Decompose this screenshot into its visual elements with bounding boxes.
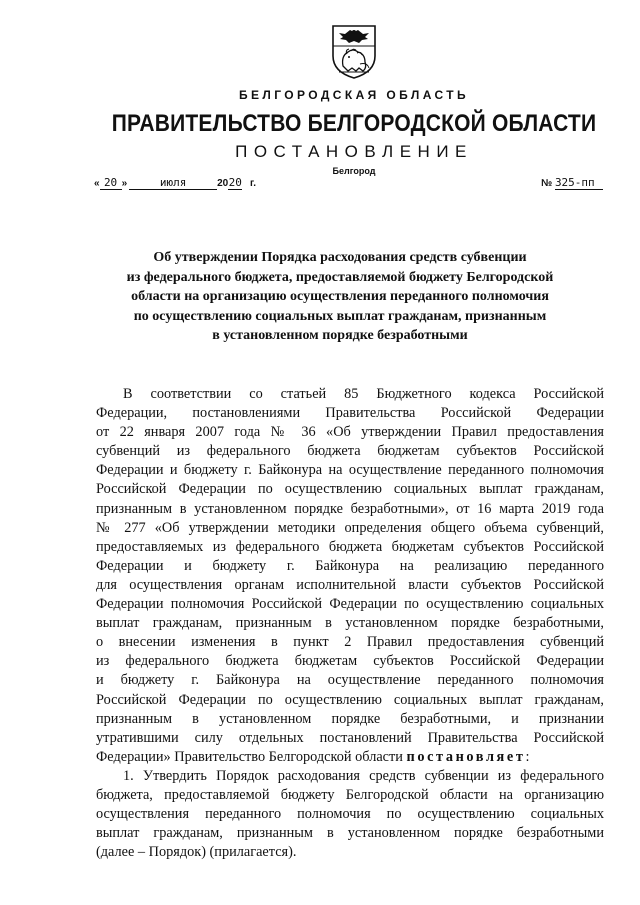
body-line: Российской Федерации по осуществлению социальных выплат гражданам,: [96, 481, 604, 498]
document-body: [96, 385, 604, 862]
region-heading: БЕЛГОРОДСКАЯ ОБЛАСТЬ: [239, 88, 469, 102]
date-close-quote: »: [121, 178, 128, 189]
date-day: 20: [100, 176, 122, 190]
body-line: признанным в установленном порядке безработными, и признании: [96, 710, 604, 727]
title-line: из федерального бюджета, предоставляемой бюджету Белгородской: [126, 269, 554, 285]
body-line: и бюджету г. Байконура на осуществление переданного полномочия: [96, 672, 604, 689]
body-line-decree: [96, 748, 604, 767]
date-year-suffix: 20: [228, 176, 242, 189]
date-year-prefix: 20: [217, 178, 229, 189]
title-line: области на организацию осуществления переданного полномочия: [131, 289, 549, 304]
body-line: от 22 января 2007 года № 36 «Об утверждении Правил предоставления: [96, 424, 604, 441]
date-line: [94, 176, 256, 190]
decree-colon: :: [525, 748, 530, 765]
body-line: утратившими силу отдельных постановлений Правительства Российской: [96, 729, 604, 746]
item-line: выплат гражданам, признанным в установленном порядке безработными: [96, 825, 604, 842]
date-open-quote: «: [94, 178, 100, 189]
date-month: июля: [129, 176, 217, 190]
item-line: 1. Утвердить Порядок расходования средств субвенции из федерального: [123, 767, 604, 784]
body-line: субвенций из федерального бюджета бюджетам субъектов Российской: [96, 443, 604, 460]
document-title: [80, 248, 600, 346]
body-line: Федерации, постановлениями Правительства Российской Федерации: [96, 405, 604, 422]
document-number: [541, 176, 603, 190]
item-line: осуществления переданного полномочия по осуществлению социальных: [96, 806, 604, 823]
government-heading: ПРАВИТЕЛЬСТВО БЕЛГОРОДСКОЙ ОБЛАСТИ: [111, 110, 597, 137]
body-line: Российской Федерации по осуществлению социальных выплат гражданам,: [96, 691, 604, 708]
body-line: для осуществления органам исполнительной власти субъектов Российской: [96, 576, 604, 593]
body-line: Федерации» Правительство Белгородской области: [96, 748, 403, 765]
number-value: 325-пп: [555, 176, 603, 190]
body-line: В соответствии со статьей 85 Бюджетного кодекса Российской: [123, 386, 604, 402]
body-line: Федерации и бюджету г. Байконура на реализацию переданного: [96, 557, 604, 574]
coat-of-arms-emblem: [331, 24, 377, 80]
title-line: Об утверждении Порядка расходования средств субвенции: [153, 250, 527, 265]
item-line: бюджета, предоставляемой бюджету Белгородской области на организацию: [96, 786, 604, 803]
body-line: выплат гражданам, признанным в установленном порядке безработными,: [96, 615, 604, 632]
title-line: по осуществлению социальных выплат гражданам, признанным: [133, 308, 547, 324]
city-label: Белгород: [332, 166, 376, 176]
number-label: №: [541, 178, 553, 189]
document-type-heading: ПОСТАНОВЛЕНИЕ: [235, 142, 473, 161]
date-year-mark: г.: [250, 178, 256, 189]
body-line: о внесении изменения в пункт 2 Правил предоставления субвенций: [96, 634, 604, 651]
decree-word: постановляет: [406, 748, 526, 765]
body-line: предоставляемых из федерального бюджета бюджетам субъектов Российской: [96, 538, 604, 555]
body-line: № 277 «Об утверждении методики определения общего объема субвенций,: [96, 519, 604, 536]
body-line: Федерации полномочия Российской Федерации по осуществлению социальных: [96, 596, 604, 613]
body-line: из федерального бюджета бюджетам субъектов Российской Федерации: [96, 653, 604, 670]
item-line: (далее – Порядок) (прилагается).: [96, 844, 297, 861]
body-line: Федерации и бюджету г. Байконура на осуществление переданного полномочия: [96, 462, 604, 479]
body-line: признанным в установленном порядке безработными», от 16 марта 2019 года: [96, 500, 604, 517]
title-line: в установленном порядке безработными: [212, 328, 468, 343]
